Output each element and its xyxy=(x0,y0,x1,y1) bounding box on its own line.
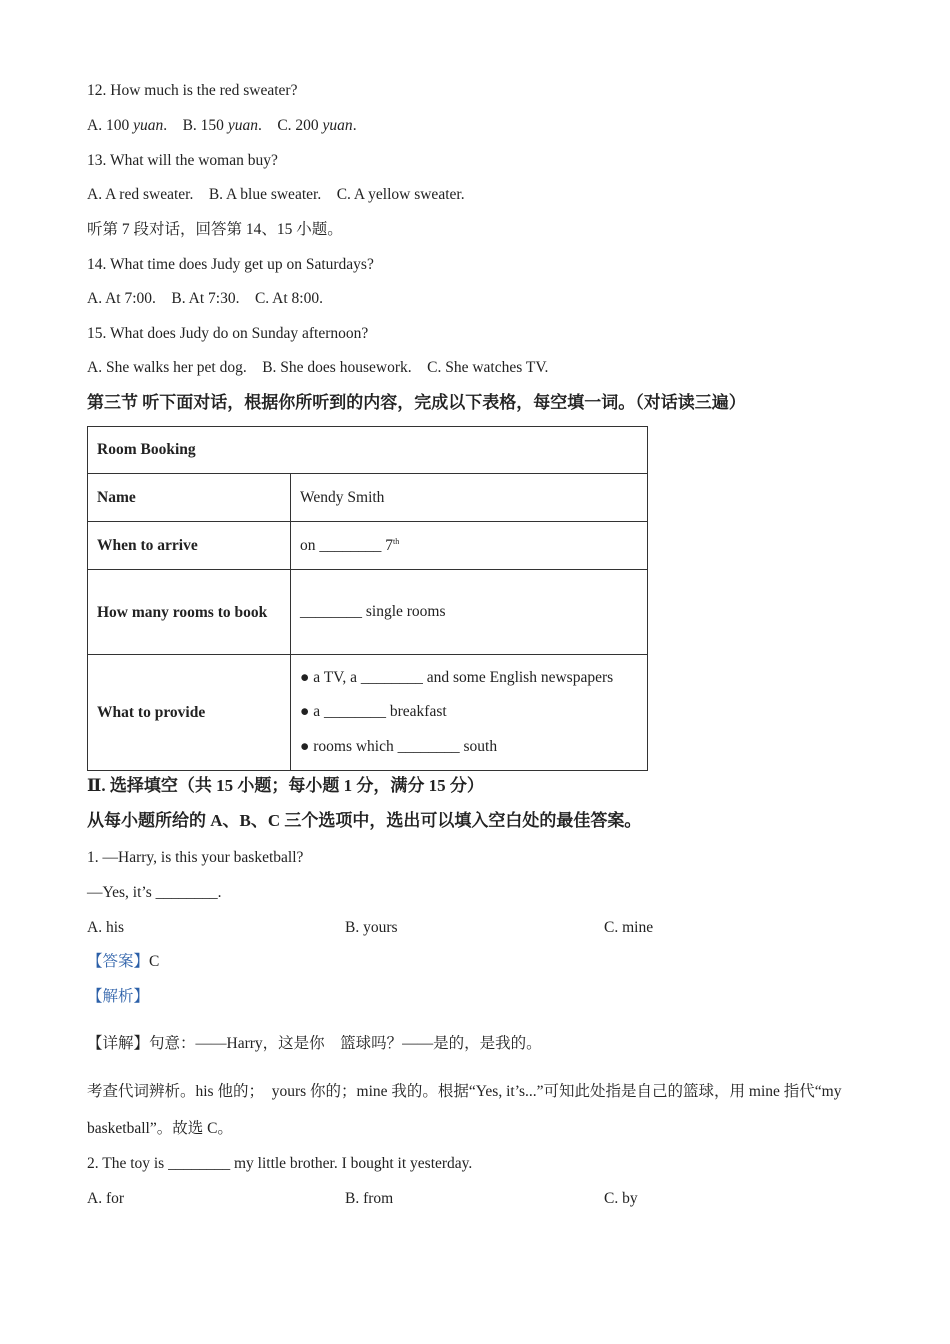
part-2-instruction: 从每小题所给的 A、B、C 三个选项中，选出可以填入空白处的最佳答案。 xyxy=(87,811,642,830)
option-a: A. She walks her pet dog. xyxy=(87,359,247,376)
question-1-reply: —Yes, it’s ________. xyxy=(87,884,222,901)
question-15: 15. What does Judy do on Sunday afternoon? xyxy=(87,325,369,342)
row-label: What to provide xyxy=(88,655,291,771)
ordinal-suffix: th xyxy=(393,536,400,546)
row-value xyxy=(291,522,648,570)
table-row xyxy=(88,570,648,655)
row-label: How many rooms to book xyxy=(88,570,291,655)
question-14: 14. What time does Judy get up on Saturdays? xyxy=(87,256,374,273)
row-label: Name xyxy=(88,474,291,522)
question-2: 2. The toy is ________ my little brother. I bought it yesterday. xyxy=(87,1155,473,1172)
options-15 xyxy=(87,358,548,378)
analysis-tag: 【解析】 xyxy=(87,988,150,1005)
table-title: Room Booking xyxy=(88,427,648,474)
option-b: B. A blue sweater. xyxy=(208,186,322,203)
row-label: When to arrive xyxy=(88,522,291,570)
table-row xyxy=(88,474,648,522)
room-booking-table xyxy=(87,426,648,771)
provide-item: ● a ________ breakfast xyxy=(300,703,447,721)
option-b: B. She does housework. xyxy=(262,359,412,376)
option-a: A. his xyxy=(87,919,125,936)
provide-item: ● rooms which ________ south xyxy=(300,737,498,755)
answer-tag: 【答案】 xyxy=(87,953,150,970)
option-c: C. A yellow sweater. xyxy=(336,186,465,203)
question-12: 12. How much is the red sweater? xyxy=(87,82,298,99)
option-a: A. 100 yuan. xyxy=(87,117,168,134)
date-blank: on ________ 7 xyxy=(300,536,393,554)
option-b: B. 150 yuan. xyxy=(182,117,262,134)
listening-instruction: 听第 7 段对话，回答第 14、15 小题。 xyxy=(87,221,343,238)
option-a: A. for xyxy=(87,1190,125,1207)
option-c: C. mine xyxy=(604,919,654,936)
option-c: C. 200 yuan. xyxy=(277,117,357,134)
table-row xyxy=(88,655,648,771)
row-value: ________ single rooms xyxy=(291,570,648,655)
answer-value: C xyxy=(149,953,160,970)
detail-text: 【详解】句意：——Harry，这是你 篮球吗？——是的，是我的。 xyxy=(87,1035,542,1052)
options-14 xyxy=(87,289,323,309)
row-value: Wendy Smith xyxy=(291,474,648,522)
section-3-title: 第三节 听下面对话，根据你所听到的内容，完成以下表格，每空填一词。（对话读三遍） xyxy=(87,393,746,412)
option-a: A. A red sweater. xyxy=(87,186,194,203)
explanation-text: 考查代词辨析。his 他的； yours 你的；mine 我的。根据“Yes, it’s...”可知此处指是自己的篮球，用 mine 指代“my basketball”。故选 C。 xyxy=(87,1083,842,1137)
option-b: B. yours xyxy=(345,919,398,936)
option-a: A. At 7:00. xyxy=(87,290,156,307)
option-b: B. At 7:30. xyxy=(171,290,240,307)
options-12 xyxy=(87,116,357,136)
part-2-title: Ⅱ. 选择填空（共 15 小题；每小题 1 分，满分 15 分） xyxy=(87,776,484,795)
provide-item: ● a TV, a ________ and some English newspapers xyxy=(300,668,614,686)
answer-line xyxy=(87,952,159,972)
row-value xyxy=(291,655,648,771)
question-13: 13. What will the woman buy? xyxy=(87,152,278,169)
option-c: C. She watches TV. xyxy=(427,359,549,376)
option-b: B. from xyxy=(345,1190,394,1207)
table-row xyxy=(88,522,648,570)
question-1: 1. —Harry, is this your basketball? xyxy=(87,849,304,866)
option-c: C. At 8:00. xyxy=(254,290,323,307)
options-13 xyxy=(87,185,465,205)
option-c: C. by xyxy=(604,1190,638,1207)
